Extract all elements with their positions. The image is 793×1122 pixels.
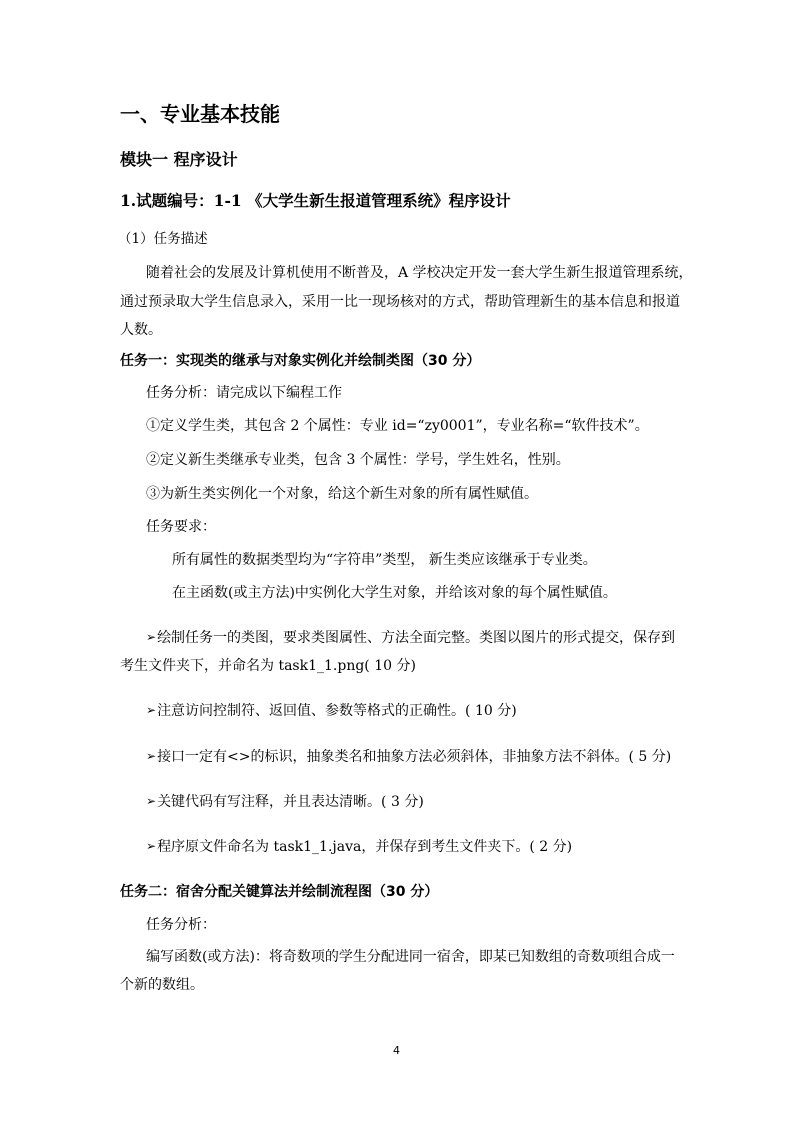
task1-item-2: ②定义新生类继承专业类，包含 3 个属性：学号，学生姓名，性别。 (146, 452, 570, 468)
task2-title: 任务二：宿舍分配关键算法并绘制流程图（30 分） (120, 884, 439, 900)
task1-analysis-label: 任务分析：请完成以下编程工作 (146, 385, 342, 401)
section-heading: 一、专业基本技能 (120, 102, 280, 126)
bullet-text: 程序原文件命名为 task1_1.java，并保存到考生文件夹下。( 2 分) (157, 839, 573, 855)
task1-requirement-2: 在主函数(或主方法)中实例化大学生对象，并给该对象的每个属性赋值。 (172, 585, 617, 601)
task1-item-1: ①定义学生类，其包含 2 个属性：专业 id=“zy0001”，专业名称=“软件技术”。 (146, 418, 649, 434)
bullet-item (146, 840, 572, 854)
bullet-continuation: 考生文件夹下，并命名为 task1_1.png( 10 分) (120, 658, 416, 674)
bullet-text: 注意访问控制符、返回值、参数等格式的正确性。( 10 分) (157, 703, 517, 719)
task2-analysis-label: 任务分析： (146, 917, 216, 933)
intro-line-3: 人数。 (120, 322, 162, 338)
bullet-item (146, 704, 517, 718)
bullet-text: 关键代码有写注释，并且表达清晰。( 3 分) (157, 794, 424, 810)
task1-item-3: ③为新生类实例化一个对象，给这个新生对象的所有属性赋值。 (146, 486, 538, 502)
bullet-text: 绘制任务一的类图，要求类图属性、方法全面完整。类图以图片的形式提交，保存到 (157, 630, 676, 646)
arrow-bullet-icon: ➢ (146, 839, 157, 853)
bullet-item (146, 795, 424, 809)
task2-desc-line-2: 个新的数组。 (120, 977, 204, 993)
task1-requirement-1: 所有属性的数据类型均为“字符串”类型， 新生类应该继承于专业类。 (172, 552, 597, 568)
bullet-text: 接口一定有<>的标识，抽象类名和抽象方法必须斜体，非抽象方法不斜体。( 5 分) (157, 749, 672, 765)
task1-requirement-label: 任务要求： (146, 519, 216, 535)
module-heading: 模块一 程序设计 (120, 150, 238, 169)
arrow-bullet-icon: ➢ (146, 630, 157, 644)
arrow-bullet-icon: ➢ (146, 703, 157, 717)
bullet-item (146, 631, 675, 645)
page-number: 4 (393, 1044, 400, 1057)
task2-desc-line-1: 编写函数(或方法)：将奇数项的学生分配进同一宿舍，即某已知数组的奇数项组合成一 (146, 949, 675, 965)
intro-line-2: 通过预录取大学生信息录入，采用一比一现场核对的方式，帮助管理新生的基本信息和报道 (120, 294, 680, 310)
bullet-item (146, 750, 671, 764)
arrow-bullet-icon: ➢ (146, 794, 157, 808)
task1-title: 任务一：实现类的继承与对象实例化并绘制类图（30 分） (120, 353, 481, 369)
exam-heading: 1.试题编号：1-1 《大学生新生报道管理系统》程序设计 (120, 191, 511, 210)
arrow-bullet-icon: ➢ (146, 749, 157, 763)
intro-line-1: 随着社会的发展及计算机使用不断普及，A 学校决定开发一套大学生新生报道管理系统， (146, 265, 693, 281)
task-description-subheading: （1）任务描述 (118, 231, 208, 247)
